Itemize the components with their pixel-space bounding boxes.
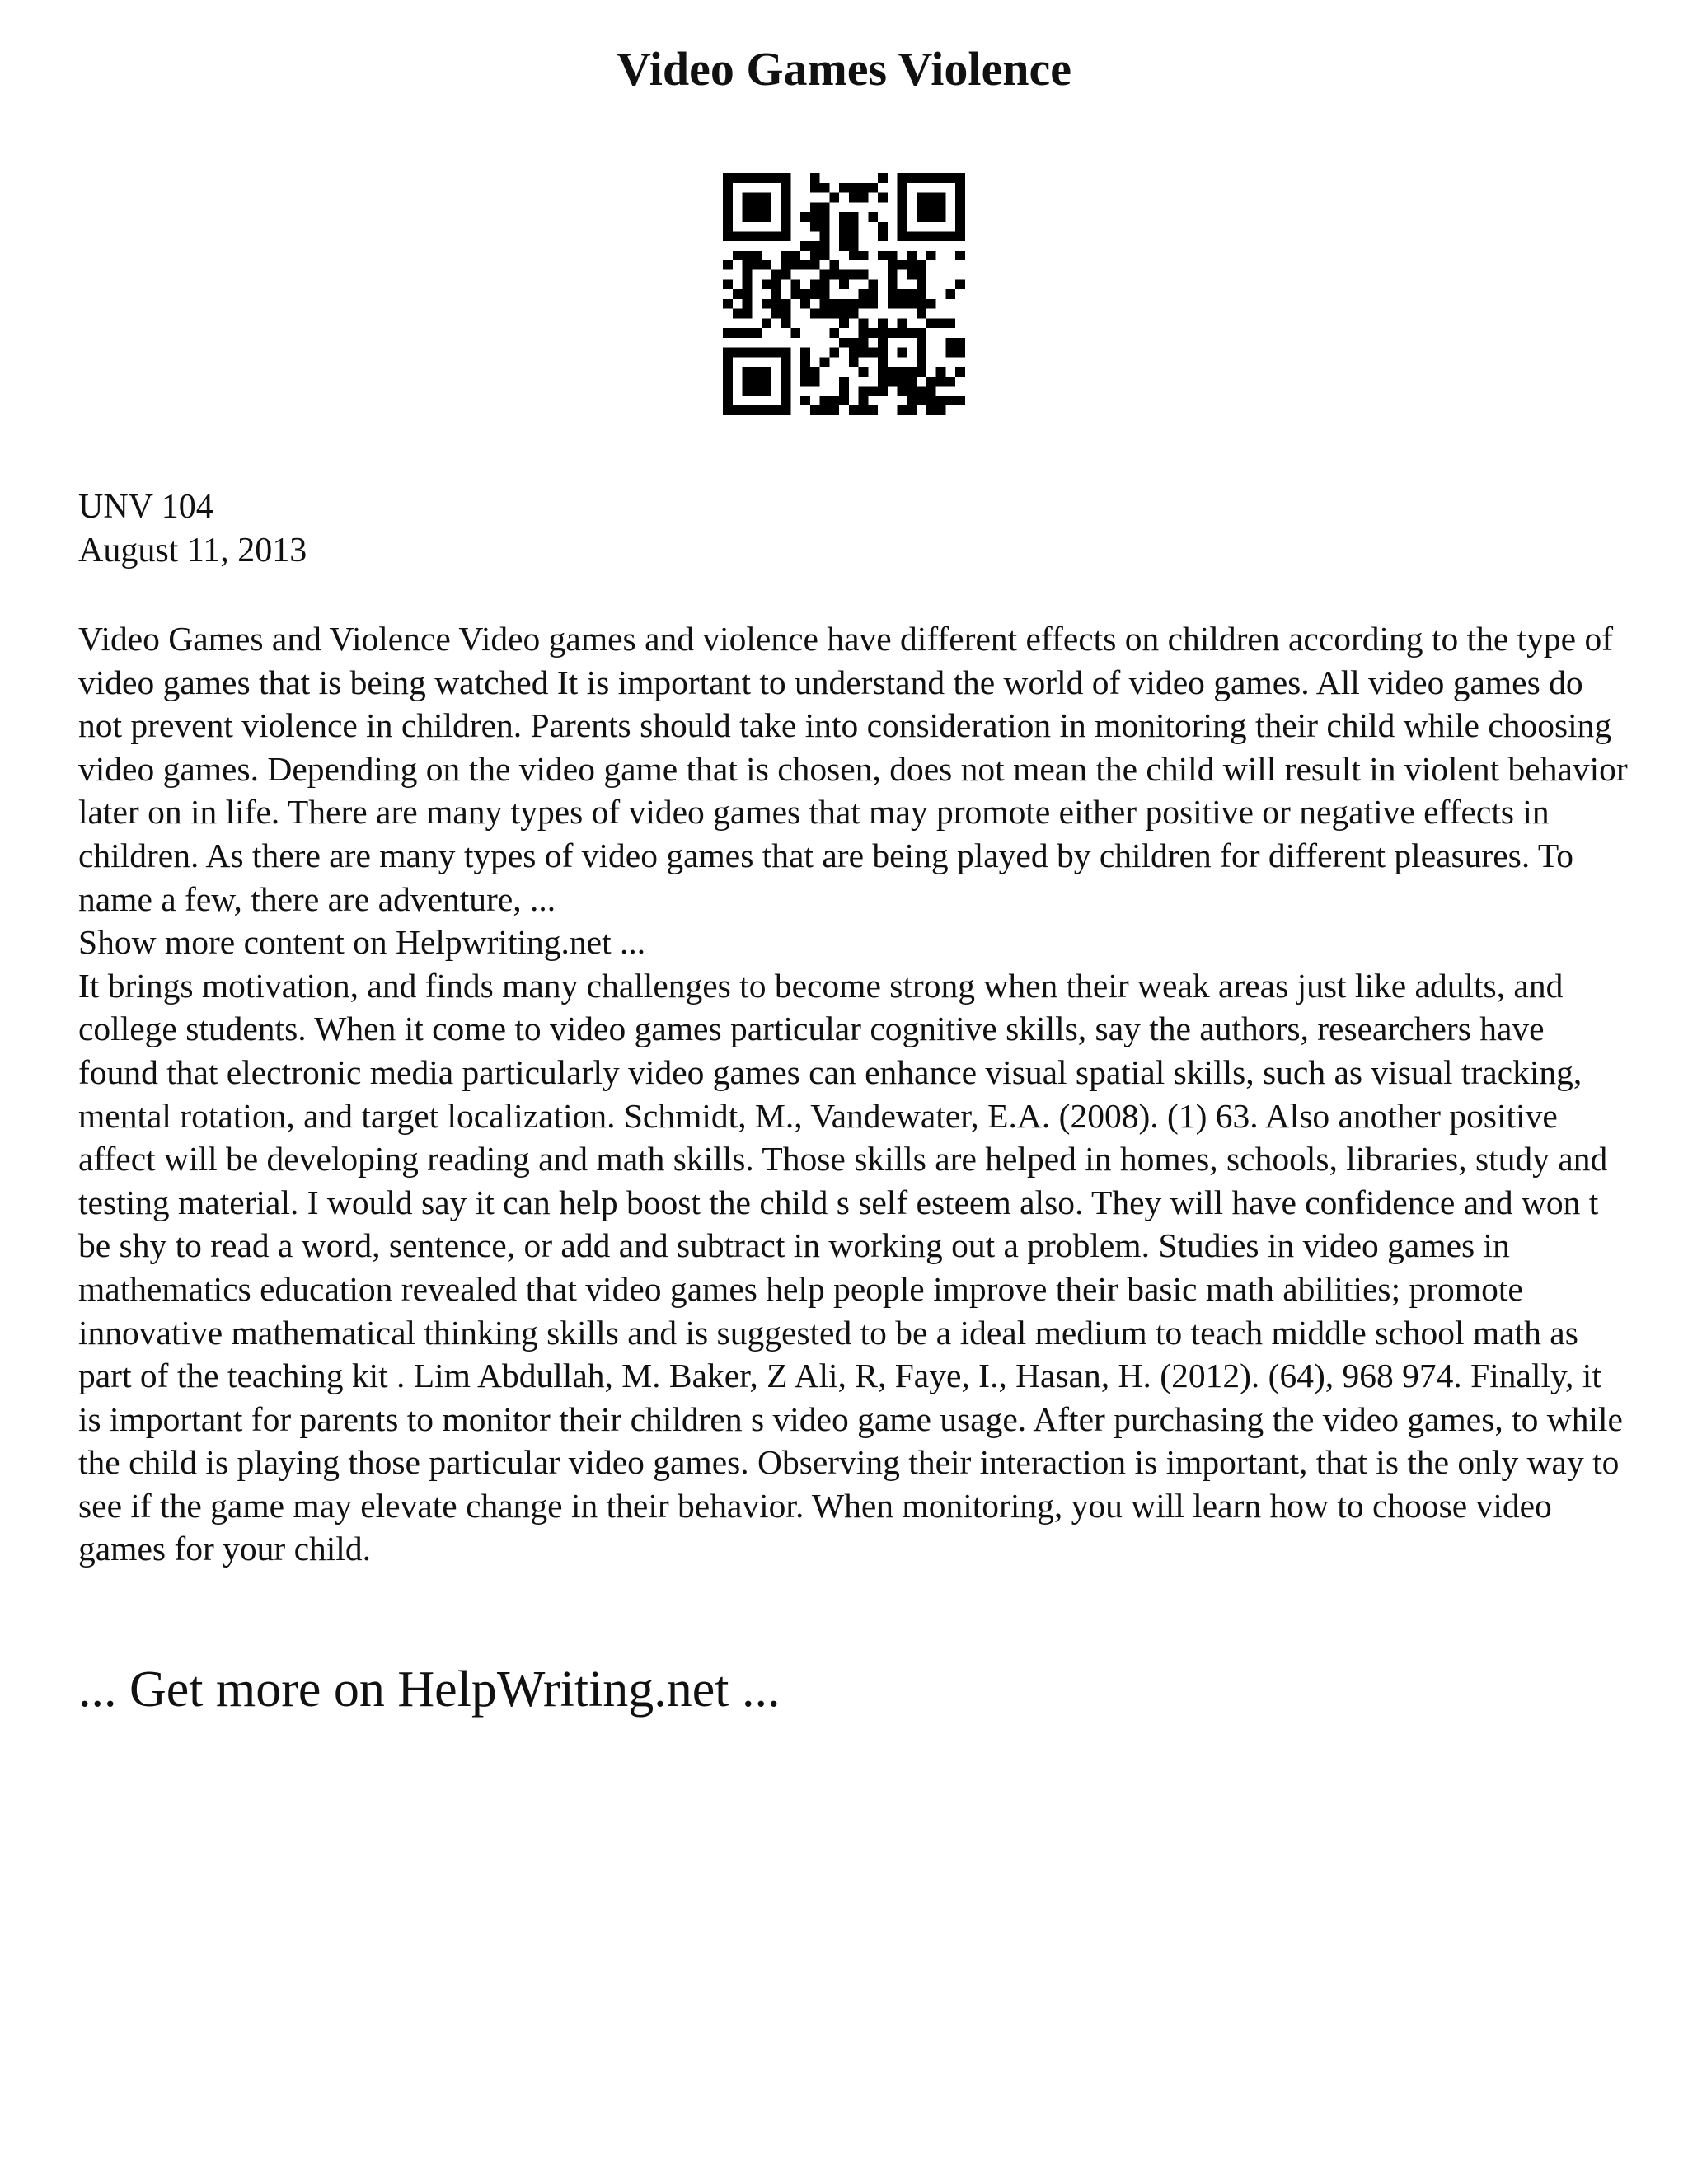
paragraph-main: It brings motivation, and finds many challenges to become strong when their weak areas just like adults, and college students. When it come to video games particular cognitive skills, say the authors, researchers have found that electronic media particularly video games can enhance visual spatial skills, such as visual tracking, mental rotation, and target localization. Schmidt, M., Vandewater, E.A. (2008). (1) 63. Also another positive affect will be developing reading and math skills. Those skills are helped in homes, schools, libraries, study and testing material. I would say it can help boost the child s self esteem also. They will have confidence and won t be shy to read a word, sentence, or add and subtract in working out a problem. Studies in video games in mathematics education revealed that video games help people improve their basic math abilities; promote innovative mathematical thinking skills and is suggested to be a ideal medium to teach middle school math as part of the teaching kit . Lim Abdullah, M. Baker, Z Ali, R, Faye, I., Hasan, H. (2012). (64), 968 974. Finally, it is important for parents to monitor their children s video game usage. After purchasing the video games, to while the child is playing those particular video games. Observing their interaction is important, that is the only way to see if the game may elevate change in their behavior. When monitoring, you will learn how to choose video games for your child. [78,966,1623,1568]
qr-code-icon [723,173,965,415]
document-date: August 11, 2013 [78,532,307,569]
document-meta [78,485,307,573]
paragraph-intro: Video Games and Violence Video games and violence have different effects on children according to the type of video games that is being watched It is important to understand the world of video games. All video games do not prevent violence in children. Parents should take into consideration in monitoring their child while choosing video games. Depending on the video game that is chosen, does not mean the child will result in violent behavior later on in life. There are many types of video games that may promote either positive or negative effects in children. As there are many types of video games that are being played by children for different pleasures. To name a few, there are adventure, ... [78,620,1628,918]
show-more-link[interactable]: Show more content on Helpwriting.net ... [78,923,646,962]
get-more-link[interactable]: ... Get more on HelpWriting.net ... [78,1661,781,1718]
course-code: UNV 104 [78,488,213,526]
page-title: Video Games Violence [617,42,1071,96]
document-body [78,617,1628,1571]
